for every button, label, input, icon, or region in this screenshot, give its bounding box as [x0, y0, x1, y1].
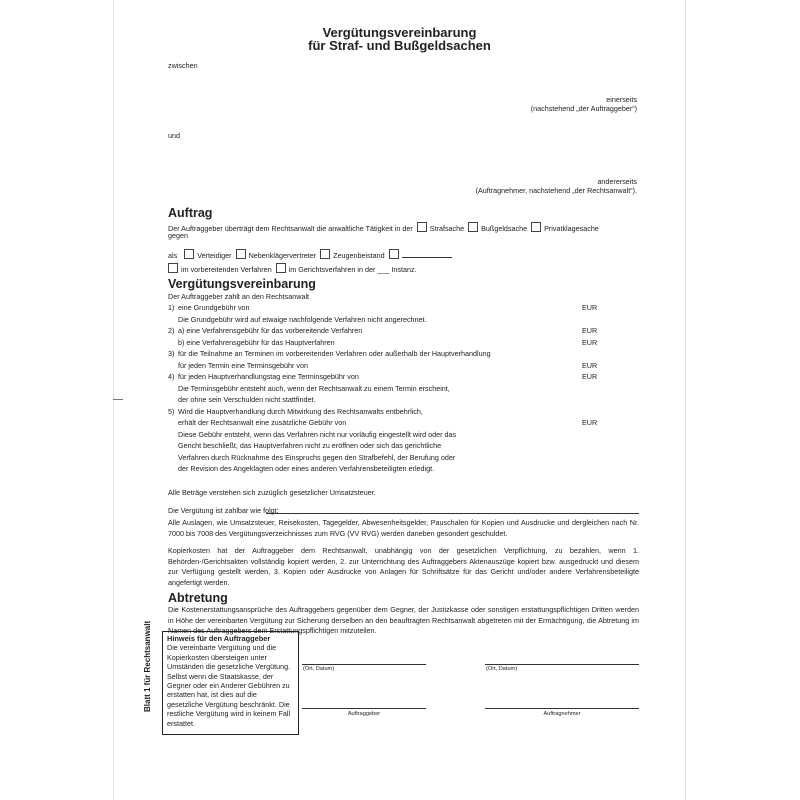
andererseits-label: andererseits	[597, 177, 637, 186]
fee-item-text: Wird die Hauptverhandlung durch Mitwirkung des Rechtsanwalts entbehrlich,	[178, 406, 423, 416]
fee-item-number: 4)	[168, 372, 175, 381]
einerseits-label: einerseits	[606, 95, 637, 104]
zahlbar-line[interactable]	[266, 513, 639, 514]
abtretung-heading: Abtretung	[168, 591, 228, 605]
fee-item-number: 1)	[168, 303, 175, 312]
fee-item-text: für jeden Hauptverhandlungstag eine Terminsgebühr von	[178, 372, 359, 381]
als-row	[168, 249, 452, 262]
auftragnehmer-signature-label: Auftragnehmer	[543, 711, 581, 717]
other-role-checkbox[interactable]	[389, 249, 399, 259]
fee-item-currency: EUR	[582, 303, 598, 312]
rechtsanwalt-note: (Auftragnehmer, nachstehend „der Rechtsanwalt“).	[475, 186, 637, 195]
ort-datum-label-1: (Ort, Datum)	[303, 666, 335, 672]
fee-item-text: der Revision des Angeklagten oder eines anderen Verfahrensbeteiligten erledigt.	[178, 464, 435, 473]
ort-datum-line-1[interactable]	[302, 664, 426, 665]
ust-note: Alle Beträge verstehen sich zuzüglich gesetzlicher Umsatzsteuer.	[168, 488, 376, 497]
bussgeldsache-checkbox[interactable]	[468, 222, 478, 232]
auftraggeber-signature-line[interactable]	[302, 708, 426, 709]
fee-item-number: 3)	[168, 349, 175, 358]
form-title: Vergütungsvereinbarung	[322, 25, 477, 40]
kopierkosten-text: Kopierkosten hat der Auftraggeber dem Rechtsanwalt, unabhängig von der gesetzlichen Verpflichtung, zu bezahlen, wenn 1. Behörden-/Gerichtsakten vollständig kopiert werden, 2. zur Unterrichtung des Auftraggebers Aktenauszüge kopiert bzw. ausgedruckt und diesem zur Verfügung gestellt werden, 3. Kopien oder Ausdrucke von Anlagen für Schriftsätze für das Gericht und/oder andere Verfahrensbeteiligte angefertigt werden.	[168, 546, 639, 587]
strafsache-label: Strafsache	[429, 224, 465, 233]
zahlbar-label: Die Vergütung ist zahlbar wie folgt:	[168, 506, 279, 515]
gerichtsverfahren-label: im Gerichtsverfahren in der ___ Instanz.	[288, 265, 417, 274]
fee-item-text: b) eine Verfahrensgebühr für das Hauptverfahren	[178, 337, 335, 347]
other-role-field[interactable]	[402, 250, 452, 258]
fee-item-text: der ohne sein Verschulden nicht stattfindet.	[178, 395, 316, 404]
auftragnehmer-signature-line[interactable]	[485, 708, 639, 709]
fee-item-currency: EUR	[582, 360, 598, 370]
auftraggeber-note: (nachstehend „der Auftraggeber“)	[530, 104, 637, 113]
auslagen-text: Alle Auslagen, wie Umsatzsteuer, Reisekosten, Tagegelder, Abwesenheitsgelder, Pauschalen für Kopien und Ausdrucke und dergleichen nach Nr. 7000 bis 7008 des Vergütungsverzeichnisses zum RVG (VV RVG) werden daneben gesondert geschuldet.	[168, 518, 639, 538]
bussgeldsache-label: Bußgeldsache	[481, 224, 528, 233]
fold-mark	[113, 399, 123, 400]
vorbereitend-label: im vorbereitenden Verfahren	[181, 265, 272, 274]
auftraggeber-signature-label: Auftraggeber	[347, 711, 381, 717]
ort-datum-label-2: (Ort, Datum)	[486, 666, 518, 672]
fee-item-number: 2)	[168, 326, 175, 335]
gegen-label: gegen	[168, 231, 188, 240]
verteidiger-checkbox[interactable]	[184, 249, 194, 259]
fee-item-text: a) eine Verfahrensgebühr für das vorbereitende Verfahren	[178, 326, 363, 335]
fee-item-text: Die Terminsgebühr entsteht auch, wenn der Rechtsanwalt zu einem Termin erscheint,	[178, 383, 450, 393]
hinweis-title: Hinweis für den Auftraggeber	[167, 634, 271, 643]
form-subtitle: für Straf- und Bußgeldsachen	[308, 38, 491, 53]
hinweis-text: Die vereinbarte Vergütung und die Kopierkosten übersteigen unter Umständen die gesetzliche Vergütung. Selbst wenn die Staatskasse, der Gegner oder ein Anderer Gebühren zu erstatten hat, ist dies auf die gesetzliche Vergütung beschränkt. Die restliche Vergütung wird in keinem Fall erstattet.	[167, 643, 291, 728]
fee-item-text: erhält der Rechtsanwalt eine zusätzliche Gebühr von	[178, 418, 347, 427]
privatklagesache-label: Privatklagesache	[544, 224, 599, 233]
ort-datum-line-2[interactable]	[485, 664, 639, 665]
nebenklaeger-label: Nebenklägervertreter	[248, 251, 317, 260]
fee-item-currency: EUR	[582, 372, 598, 381]
side-label: Blatt 1 für Rechtsanwalt	[143, 620, 152, 712]
fee-item-currency: EUR	[582, 337, 598, 347]
fee-item-text: für jeden Termin eine Terminsgebühr von	[178, 360, 308, 370]
abtretung-text: Die Kostenerstattungsansprüche des Auftraggebers gegenüber dem Gegner, der Justizkasse oder sonstigen erstattungspflichtigen Dritten werden in Höhe der vereinbarten Vergütung zur Sicherung derselben an den beauftragten Rechtsanwalt abgetreten mit der Ermächtigung, die Abtretung im Namen des Auftraggebers dem Erstattungspflichtigen mitzuteilen.	[168, 605, 639, 635]
auftrag-text: Der Auftraggeber überträgt dem Rechtsanwalt die anwaltliche Tätigkeit in der	[168, 224, 413, 233]
fee-item-currency: EUR	[582, 326, 598, 335]
verteidiger-label: Verteidiger	[197, 251, 232, 260]
fee-item-text: Gericht beschließt, das Hauptverfahren nicht zu eröffnen oder sich das gerichtliche	[178, 441, 442, 450]
fee-item-text: eine Grundgebühr von	[178, 303, 250, 312]
fee-item-number: 5)	[168, 406, 175, 416]
auftrag-heading: Auftrag	[168, 206, 213, 220]
zeugenbeistand-checkbox[interactable]	[320, 249, 330, 259]
zeugenbeistand-label: Zeugenbeistand	[333, 251, 385, 260]
fee-item-currency: EUR	[582, 418, 598, 427]
verguetung-intro: Der Auftraggeber zahlt an den Rechtsanwalt	[168, 292, 310, 301]
fee-item-text: Diese Gebühr entsteht, wenn das Verfahren nicht nur vorläufig eingestellt wird oder das	[178, 429, 457, 439]
gerichtsverfahren-checkbox[interactable]	[276, 263, 286, 273]
fee-item-text: für die Teilnahme an Terminen im vorbereitenden Verfahren oder außerhalb der Hauptverhandlung	[178, 349, 491, 358]
form-sheet	[113, 0, 686, 800]
verfahren-row	[168, 263, 417, 276]
nebenklaeger-checkbox[interactable]	[236, 249, 246, 259]
verguetung-heading: Vergütungsvereinbarung	[168, 277, 316, 291]
hinweis-box	[162, 631, 299, 735]
fee-item-text: Verfahren durch Rücknahme des Einspruchs gegen den Strafbefehl, der Berufung oder	[178, 452, 456, 462]
und-label: und	[168, 131, 180, 140]
als-label: als	[168, 251, 178, 260]
privatklagesache-checkbox[interactable]	[531, 222, 541, 232]
zwischen-label: zwischen	[168, 61, 198, 70]
fee-item-text: Die Grundgebühr wird auf etwaige nachfolgende Verfahren nicht angerechnet.	[178, 314, 427, 324]
vorbereitend-checkbox[interactable]	[168, 263, 178, 273]
auftrag-line	[168, 222, 599, 235]
strafsache-checkbox[interactable]	[417, 222, 427, 232]
